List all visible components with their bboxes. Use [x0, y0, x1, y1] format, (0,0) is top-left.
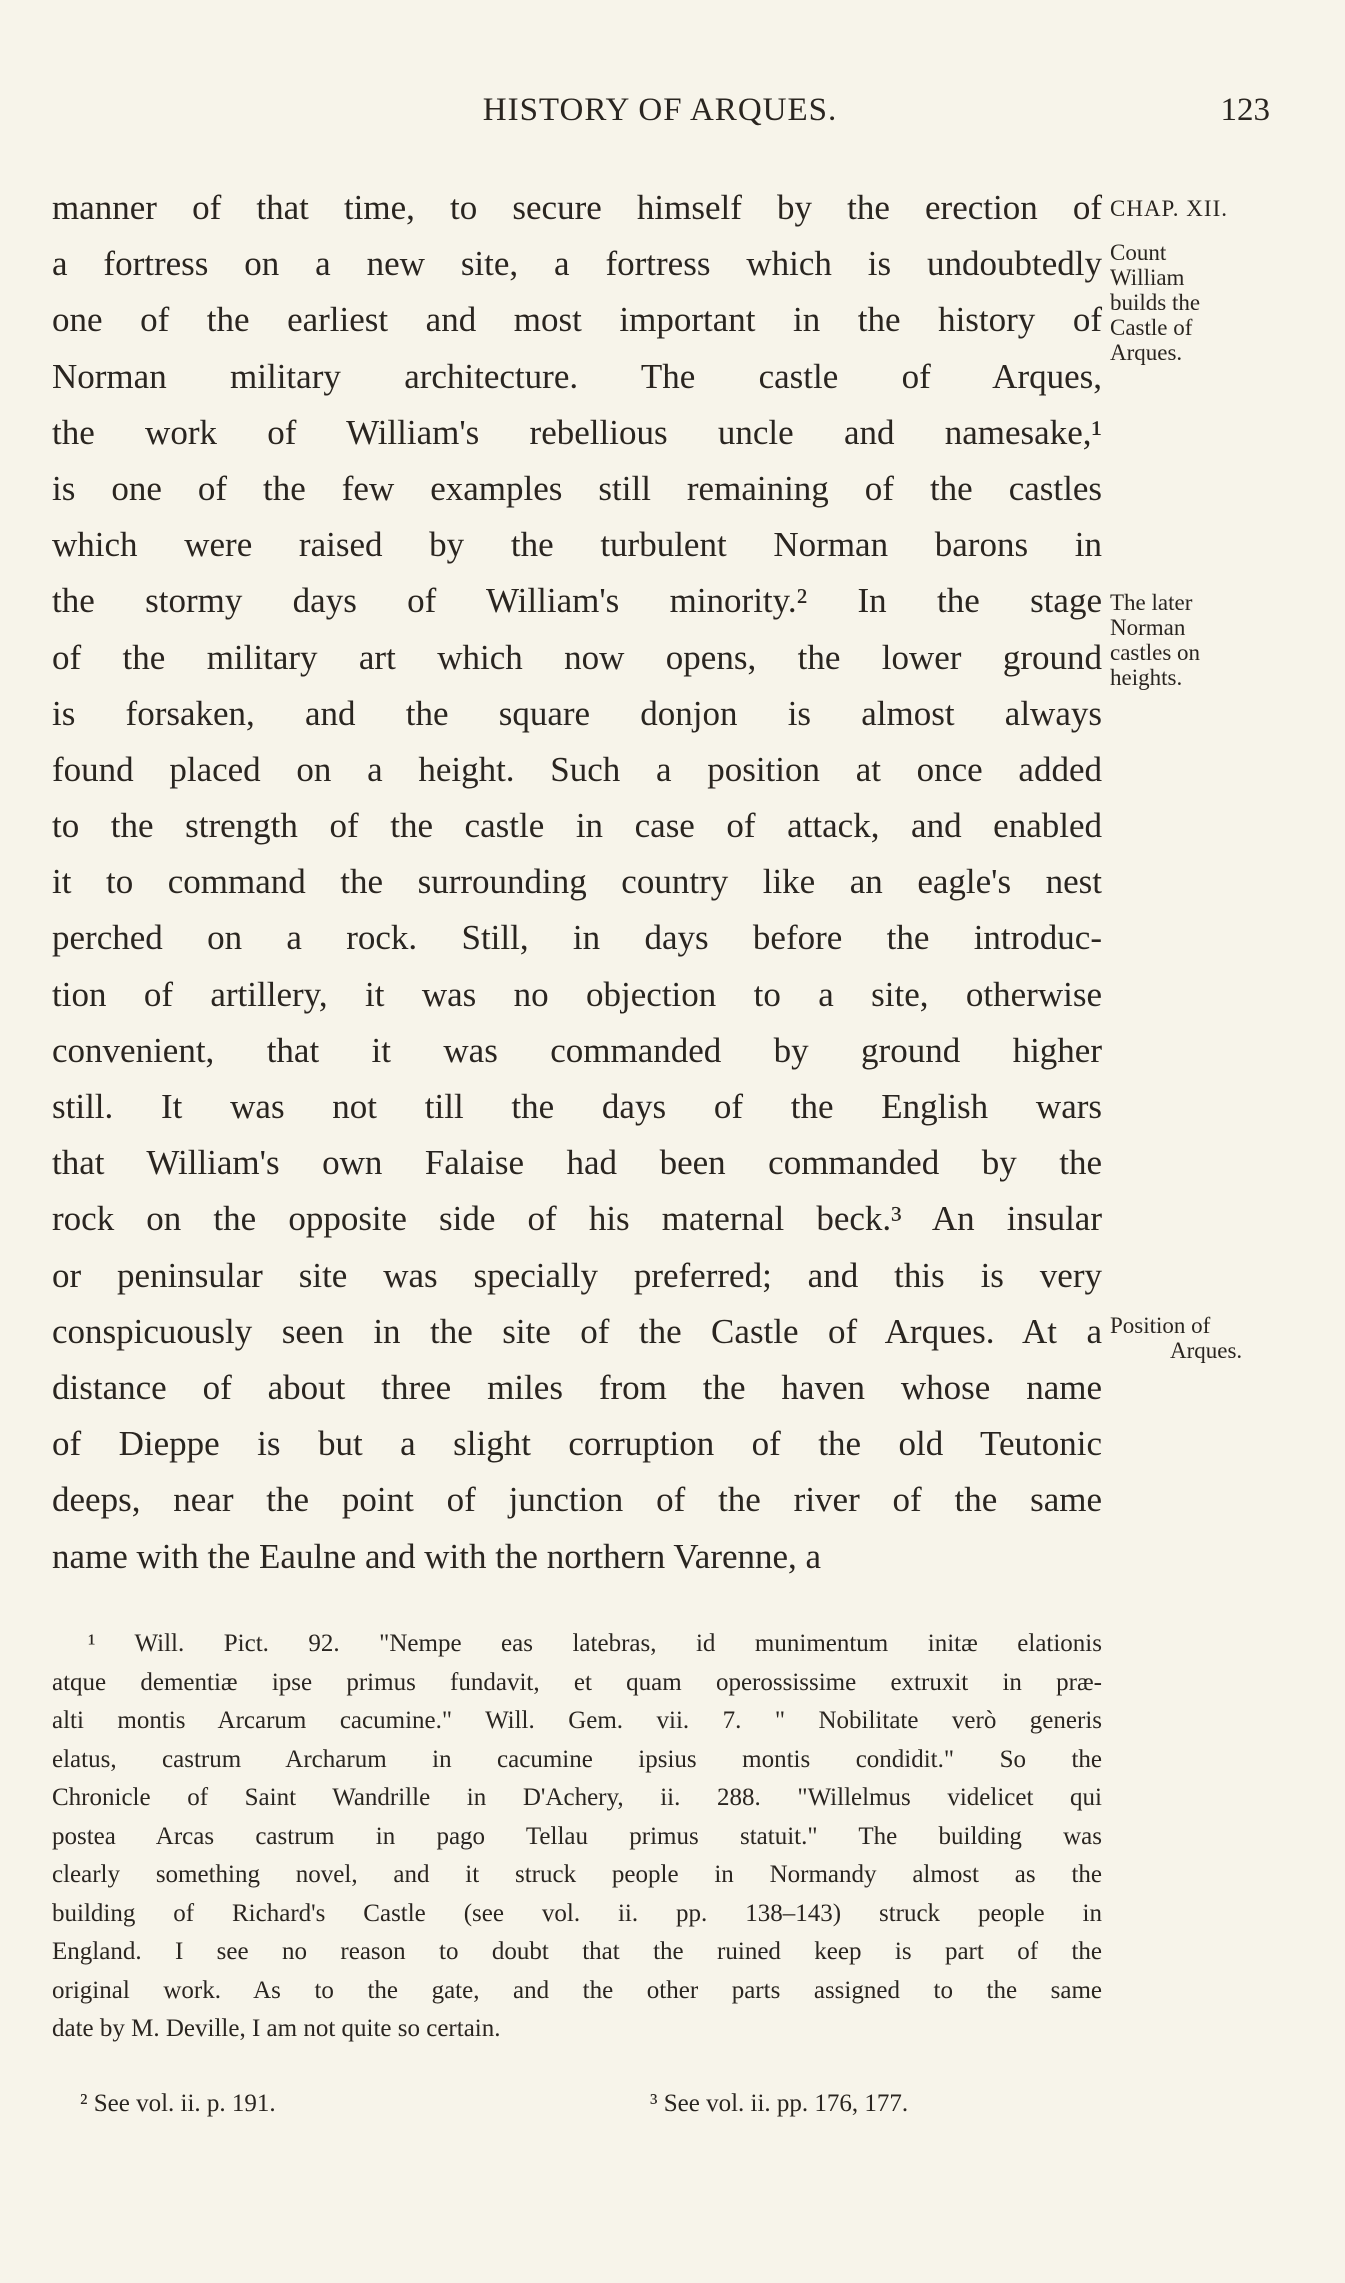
margin-note-position [1110, 1313, 1340, 1363]
margin-note-line: Position of [1110, 1313, 1211, 1338]
page-header [50, 92, 1270, 142]
body-line: tion of artillery, it was no objection to a site, otherwise [52, 974, 1102, 1014]
margin-note-line: heights. [1110, 665, 1183, 690]
margin-note-line: Norman [1110, 615, 1186, 640]
body-line: to the strength of the castle in case of attack, and enabled [52, 806, 1102, 846]
margin-note-line: Count [1110, 240, 1167, 265]
body-line: or peninsular site was specially preferred; and this is very [52, 1255, 1102, 1295]
footnote-line: atque dementiæ ipse primus fundavit, et quam operossissime extruxit in præ- [52, 1668, 1102, 1696]
footnote-line: postea Arcas castrum in pago Tellau primus statuit." The building was [52, 1822, 1102, 1850]
body-line: rock on the opposite side of his maternal beck.³ An insular [52, 1199, 1102, 1239]
body-line: name with the Eaulne and with the northern Varenne, a [52, 1536, 822, 1576]
margin-note-line: castles on [1110, 640, 1201, 665]
footnote-line: original work. As to the gate, and the other parts assigned to the same [52, 1976, 1102, 2004]
margin-note-line: Arques. [1110, 340, 1183, 365]
body-line: of the military art which now opens, the lower ground [52, 637, 1102, 677]
body-line: one of the earliest and most important in the history of [52, 300, 1102, 340]
footnote-2: ² See vol. ii. p. 191. [80, 2090, 276, 2117]
body-line: is forsaken, and the square donjon is almost always [52, 693, 1102, 733]
margin-note-count-william [1110, 240, 1340, 365]
margin-note-line: Castle of [1110, 315, 1193, 340]
margin-note-line: The later [1110, 590, 1193, 615]
body-line: of Dieppe is but a slight corruption of the old Teutonic [52, 1424, 1102, 1464]
margin-note-line: William [1110, 265, 1185, 290]
margin-note-line: Arques. [1170, 1338, 1243, 1363]
running-head: HISTORY OF ARQUES. [482, 92, 838, 128]
body-line: a fortress on a new site, a fortress which is undoubtedly [52, 244, 1102, 284]
body-line: deeps, near the point of junction of the river of the same [52, 1480, 1102, 1520]
footnote-line: alti montis Arcarum cacumine." Will. Gem. vii. 7. " Nobilitate verò generis [52, 1707, 1102, 1734]
body-line: conspicuously seen in the site of the Castle of Arques. At a [52, 1311, 1102, 1351]
footnote-3: ³ See vol. ii. pp. 176, 177. [650, 2090, 909, 2117]
margin-note-later-castles [1110, 590, 1340, 690]
footnote-line: clearly something novel, and it struck people in Normandy almost as the [52, 1861, 1102, 1888]
body-line: still. It was not till the days of the English wars [52, 1087, 1102, 1126]
body-line: manner of that time, to secure himself by the erection of [52, 188, 1102, 227]
body-line: which were raised by the turbulent Norman barons in [52, 525, 1102, 565]
footnote-line: elatus, castrum Archarum in cacumine ipsius montis condidit." So the [52, 1745, 1102, 1773]
body-text [52, 180, 1102, 1585]
footnote-line: building of Richard's Castle (see vol. ii. pp. 138–143) struck people in [52, 1899, 1102, 1927]
body-line: convenient, that it was commanded by ground higher [52, 1030, 1102, 1070]
body-line: the work of William's rebellious uncle and namesake,¹ [52, 412, 1102, 452]
body-line: distance of about three miles from the haven whose name [52, 1367, 1102, 1407]
chapter-label: CHAP. XII. [1110, 196, 1228, 221]
footnote-line: date by M. Deville, I am not quite so certain. [52, 2015, 501, 2042]
footnote-line: ¹ Will. Pict. 92. "Nempe eas latebras, id munimentum initæ elationis [88, 1630, 1102, 1657]
body-line: that William's own Falaise had been commanded by the [52, 1143, 1102, 1183]
body-line: the stormy days of William's minority.² In the stage [52, 581, 1102, 621]
margin-note-line: builds the [1110, 290, 1201, 315]
footnote-line: England. I see no reason to doubt that the ruined keep is part of the [52, 1938, 1102, 1965]
body-line: perched on a rock. Still, in days before the introduc- [52, 918, 1102, 958]
body-line: found placed on a height. Such a position at once added [52, 749, 1102, 789]
body-line: Norman military architecture. The castle of Arques, [52, 356, 1102, 396]
page-number: 123 [1220, 92, 1270, 128]
footnote-line: Chronicle of Saint Wandrille in D'Achery, ii. 288. "Willelmus videlicet qui [52, 1784, 1102, 1811]
margin-note-chapter [1110, 196, 1340, 221]
body-line: is one of the few examples still remaining of the castles [52, 468, 1102, 508]
body-line: it to command the surrounding country like an eagle's nest [52, 862, 1102, 902]
footnotes [52, 1625, 1102, 2049]
